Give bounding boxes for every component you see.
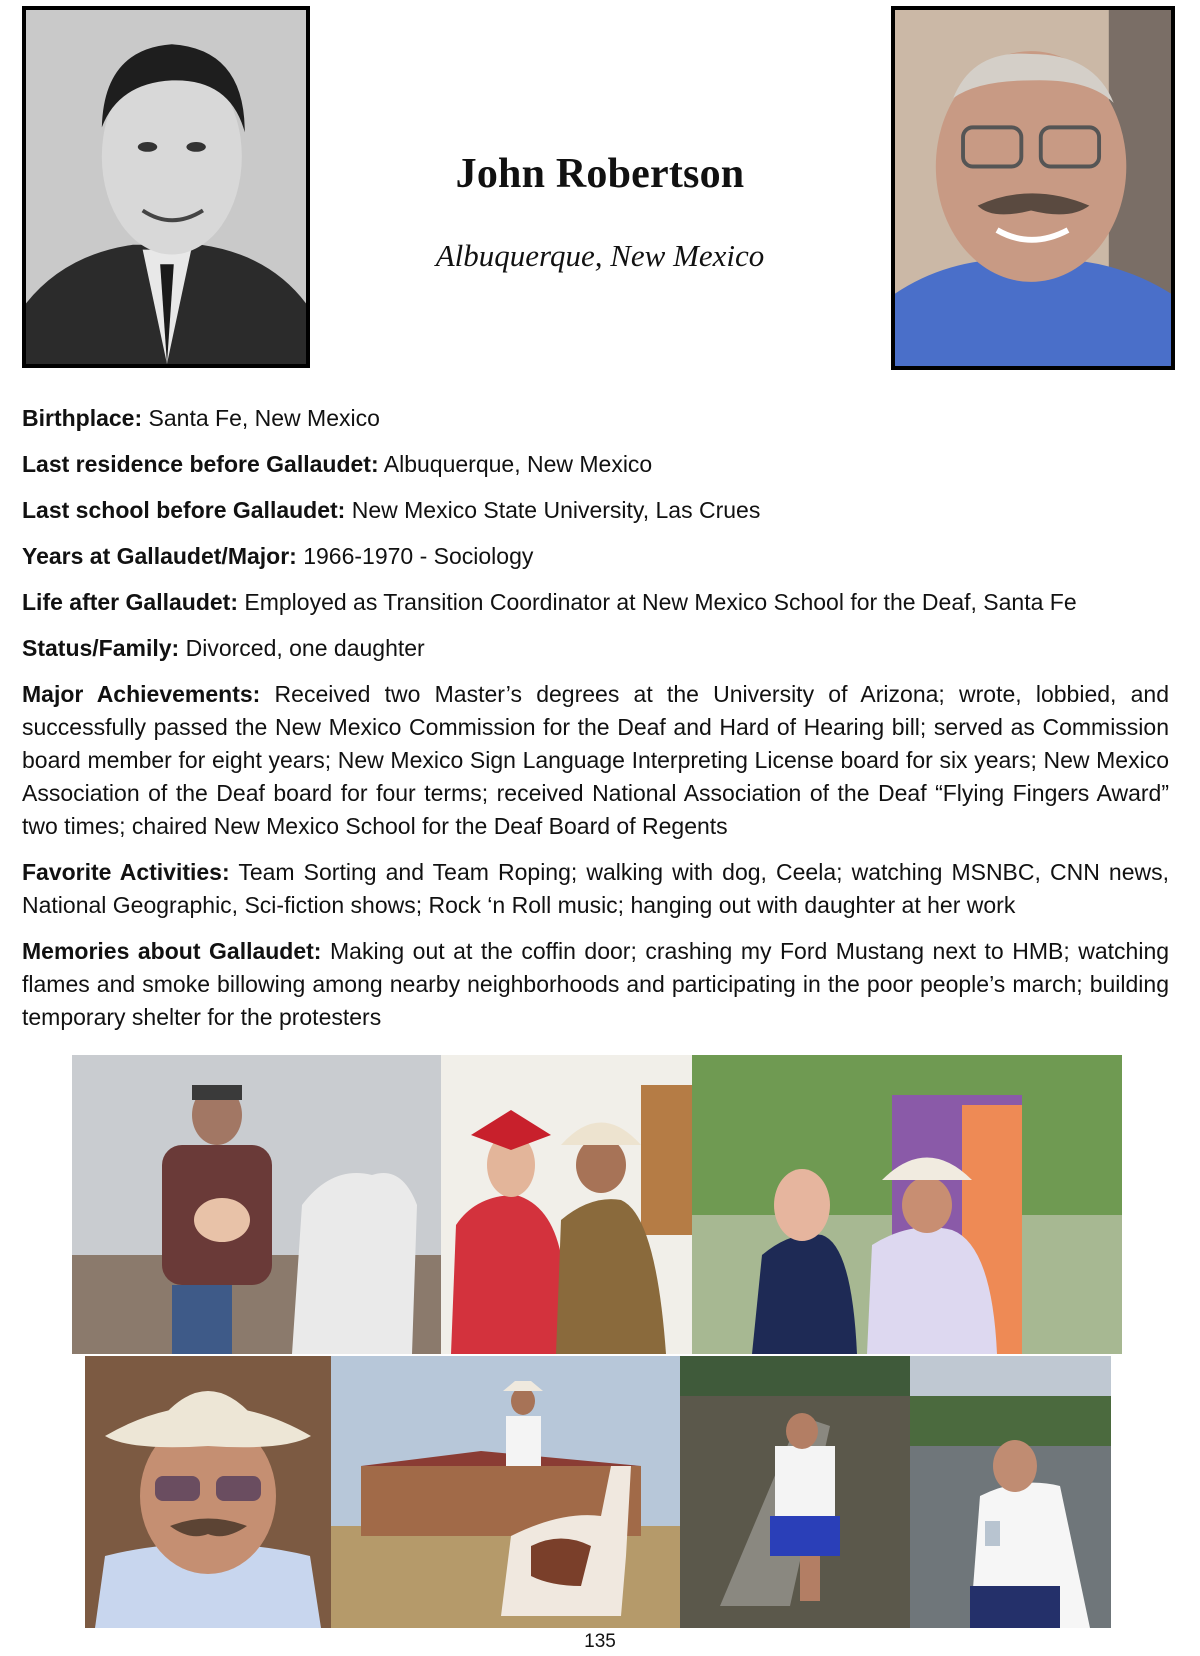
field-status-family — [22, 632, 1169, 665]
recent-portrait-photo — [891, 6, 1175, 370]
field-value: Received two Master’s degrees at the University of Arizona; wrote, lobbied, and successfully passed the New Mexico Commission for the Deaf and Hard of Hearing bill; served as Commission board member for eight years; New Mexico Sign Language Interpreting License board for six years; New Mexico Association of the Deaf board for four terms; received National Association of the Deaf “Flying Fingers Award” two times; chaired New Mexico School for the Deaf Board of Regents — [22, 681, 1170, 839]
field-major-achievements — [22, 678, 1169, 843]
field-birthplace — [22, 402, 1169, 435]
field-value: Team Sorting and Team Roping; walking with dog, Ceela; watching MSNBC, CNN news, National Geographic, Sci-fiction shows; Rock ‘n Roll music; hanging out with daughter at her work — [22, 859, 1169, 918]
field-label: Status/Family: — [22, 635, 180, 661]
field-value: Albuquerque, New Mexico — [383, 451, 653, 477]
person-name: John Robertson — [455, 151, 745, 197]
riverside-relaxing-photo — [910, 1356, 1111, 1628]
page-number: 135 — [584, 1631, 616, 1652]
field-value: Divorced, one daughter — [185, 635, 425, 661]
field-last-school — [22, 494, 1169, 527]
field-label: Years at Gallaudet/Major: — [22, 543, 297, 569]
field-label: Last residence before Gallaudet: — [22, 451, 379, 477]
field-label: Birthplace: — [22, 405, 143, 431]
outdoor-event-photo — [692, 1055, 1122, 1354]
yearbook-portrait-photo — [22, 6, 310, 368]
field-favorite-activities — [22, 856, 1169, 922]
field-value: New Mexico State University, Las Crues — [351, 497, 761, 523]
field-last-residence — [22, 448, 1169, 481]
field-years-major — [22, 540, 1169, 573]
field-life-after — [22, 586, 1169, 619]
field-memories — [22, 935, 1169, 1034]
graduation-photo — [441, 1055, 692, 1354]
biography-details — [22, 402, 1169, 1047]
person-location: Albuquerque, New Mexico — [435, 238, 765, 273]
field-value: Employed as Transition Coordinator at New Mexico School for the Deaf, Santa Fe — [244, 589, 1077, 615]
field-label: Major Achievements: — [22, 681, 261, 707]
field-label: Memories about Gallaudet: — [22, 938, 322, 964]
field-label: Life after Gallaudet: — [22, 589, 238, 615]
horse-and-barn-photo — [331, 1356, 680, 1628]
field-label: Last school before Gallaudet: — [22, 497, 346, 523]
field-value: Making out at the coffin door; crashing my Ford Mustang next to HMB; watching flames and smoke billowing among nearby neighborhoods and participating in the poor people’s march; building temporary shelter for the protesters — [22, 938, 1170, 1030]
field-value: 1966-1970 - Sociology — [303, 543, 534, 569]
field-label: Favorite Activities: — [22, 859, 230, 885]
cowboy-hat-portrait-photo — [85, 1356, 331, 1628]
horse-ride-with-baby-photo — [72, 1055, 441, 1354]
field-value: Santa Fe, New Mexico — [148, 405, 380, 431]
river-lounge-photo — [680, 1356, 910, 1628]
